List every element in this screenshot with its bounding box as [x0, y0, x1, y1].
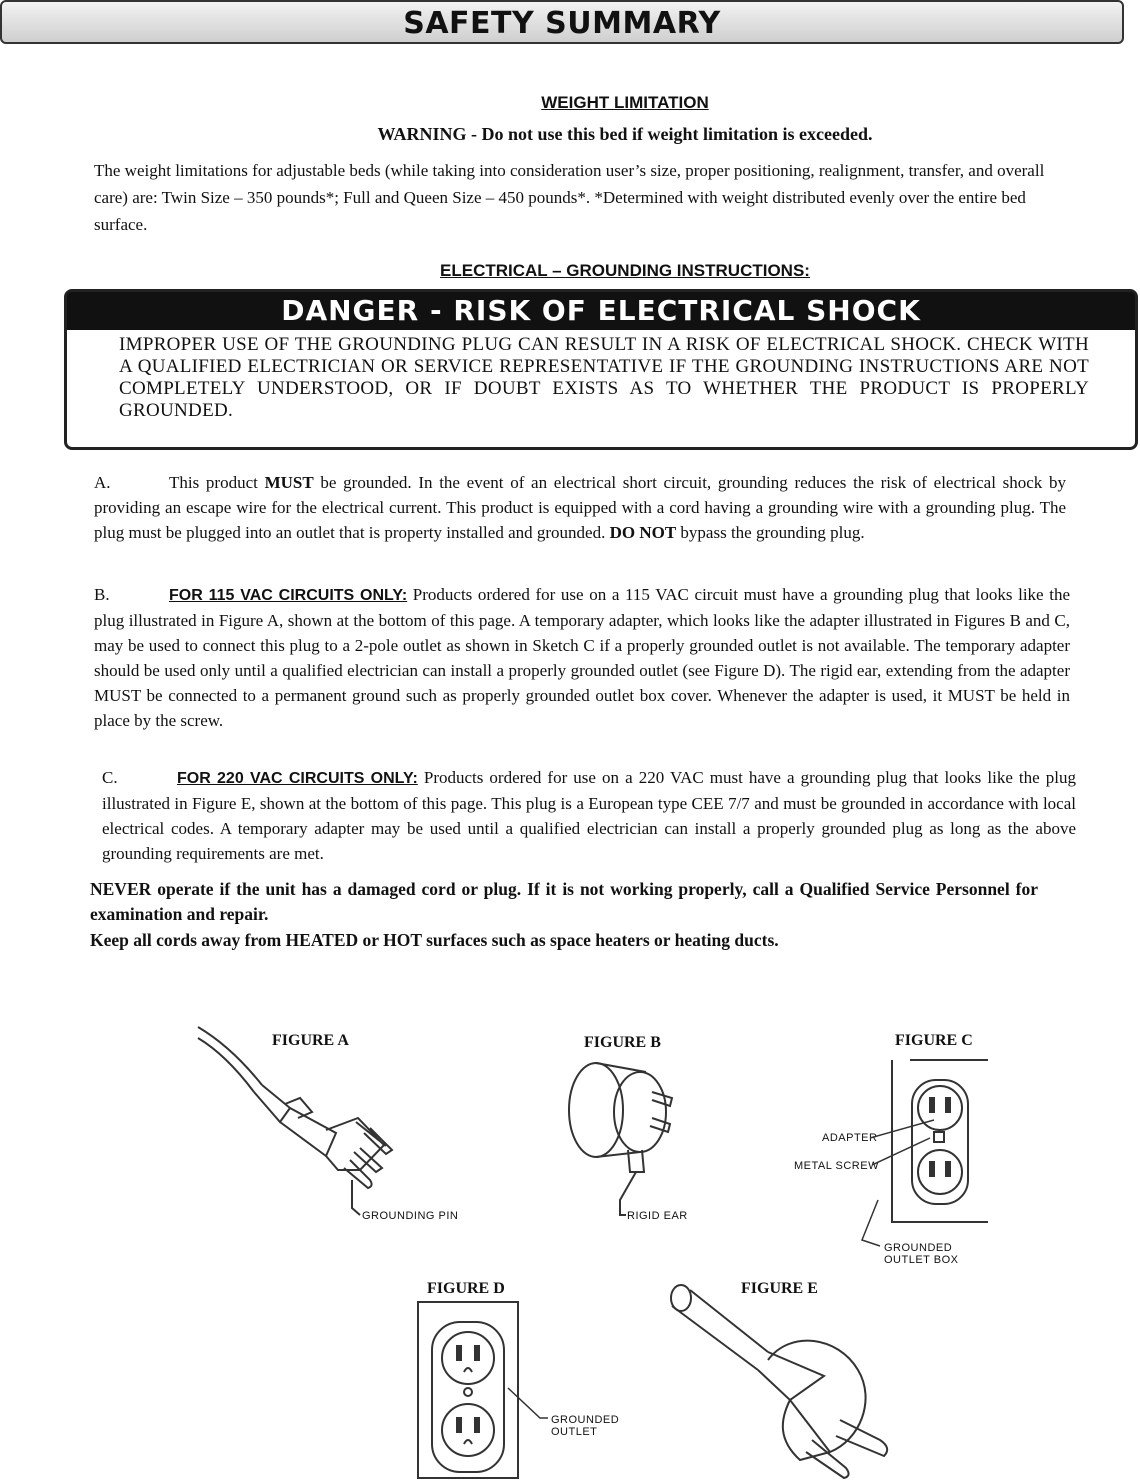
grounding-pin-callout: GROUNDING PIN: [362, 1210, 459, 1222]
must-emphasis: MUST: [264, 473, 314, 492]
paragraph-a-text1: This product: [169, 473, 265, 492]
figure-c-outlet-drawing: [862, 1060, 988, 1246]
danger-text: IMPROPER USE OF THE GROUNDING PLUG CAN RESULT IN A RISK OF ELECTRICAL SHOCK. CHECK WITH A QUALIFIED ELECTRICIAN OR SERVICE REPRESENTATIVE IF THE GROUNDING INSTRUCTIONS ARE NOT COMPLETELY UNDERSTOOD, OR IF DOUBT EXISTS AS TO WHETHER THE PRODUCT IS PROPERLY GROUNDED.: [119, 334, 1089, 421]
rigid-ear-callout: RIGID EAR: [627, 1210, 688, 1222]
paragraph-c-label: FOR 220 VAC CIRCUITS ONLY:: [177, 770, 418, 787]
figure-a-plug-drawing: [198, 1027, 392, 1215]
figure-b-label: FIGURE B: [584, 1034, 661, 1051]
adapter-callout: ADAPTER: [822, 1132, 878, 1144]
paragraph-c-text: Products ordered for use on a 220 VAC must have a grounding plug that looks like the plug illustrated in Figure E, shown at the bottom of this page. This plug is a European type CEE 7/7 and must be grounded in accordance with local electrical codes. A temporary adapter may be used until a qualified electrician can install a properly grounded plug as long as the above grounding requirements are met.: [102, 768, 1076, 863]
grounded-outlet-box-line1: GROUNDED: [884, 1242, 953, 1254]
paragraph-a-text2: be grounded. In the event of an electrical short circuit, grounding reduces the risk of electrical shock by providing an escape wire for the electrical current. This product is equipped with a cord having a grounding wire with a grounding plug. The plug must be plugged into an outlet that is property installed and grounded.: [94, 473, 1067, 542]
keep-notice: Keep all cords away from HEATED or HOT surfaces such as space heaters or heating ducts.: [90, 930, 779, 950]
weight-limitation-heading: WEIGHT LIMITATION: [541, 93, 709, 112]
figure-d-outlet-drawing: [418, 1302, 548, 1478]
electrical-heading: ELECTRICAL – GROUNDING INSTRUCTIONS:: [440, 261, 810, 280]
never-notice: NEVER operate if the unit has a damaged cord or plug. If it is not working properly, call a Qualified Service Personnel for examination and repair.: [90, 879, 1038, 924]
figure-d-label: FIGURE D: [427, 1280, 505, 1297]
page-title: SAFETY SUMMARY: [403, 6, 721, 41]
danger-title: DANGER - RISK OF ELECTRICAL SHOCK: [281, 294, 921, 327]
figure-a-label: FIGURE A: [272, 1032, 349, 1049]
figure-e-label: FIGURE E: [741, 1280, 818, 1297]
figure-e-plug-drawing: [671, 1285, 887, 1478]
paragraph-b-label: FOR 115 VAC CIRCUITS ONLY:: [169, 587, 408, 604]
grounded-outlet-box-line2: OUTLET BOX: [884, 1254, 959, 1266]
paragraph-b-text: Products ordered for use on a 115 VAC circuit must have a grounding plug that looks like the plug illustrated in Figure A, shown at the bottom of this page. A temporary adapter, which looks like the adapter illustrated in Figures B and C, may be used to connect this plug to a 2-pole outlet as shown in Sketch C if a properly grounded outlet is not available. The temporary adapter should be used only until a qualified electrician can install a properly grounded outlet (see Figure D). The rigid ear, extending from the adapter MUST be connected to a permanent ground such as properly grounded outlet box cover. Whenever the adapter is used, it MUST be held in place by the screw.: [94, 585, 1070, 730]
grounded-outlet-line2: OUTLET: [551, 1426, 598, 1438]
figure-b-adapter-drawing: [569, 1063, 672, 1215]
paragraph-c-letter: C.: [102, 768, 118, 787]
paragraph-a-text3: bypass the grounding plug.: [676, 523, 865, 542]
do-not-emphasis: DO NOT: [609, 523, 677, 542]
paragraph-b-letter: B.: [94, 585, 110, 604]
metal-screw-callout: METAL SCREW: [794, 1160, 879, 1172]
grounded-outlet-line1: GROUNDED: [551, 1414, 620, 1426]
weight-body: The weight limitations for adjustable beds (while taking into consideration user’s size, proper positioning, realignment, transfer, and overall care) are: Twin Size – 350 pounds*; Full and Queen Size – 450 pounds*. *Determined with weight distributed evenly over the entire bed surface.: [94, 161, 1045, 234]
weight-warning: WARNING - Do not use this bed if weight limitation is exceeded.: [377, 124, 873, 144]
figure-c-label: FIGURE C: [895, 1032, 973, 1049]
paragraph-a-letter: A.: [94, 473, 111, 492]
